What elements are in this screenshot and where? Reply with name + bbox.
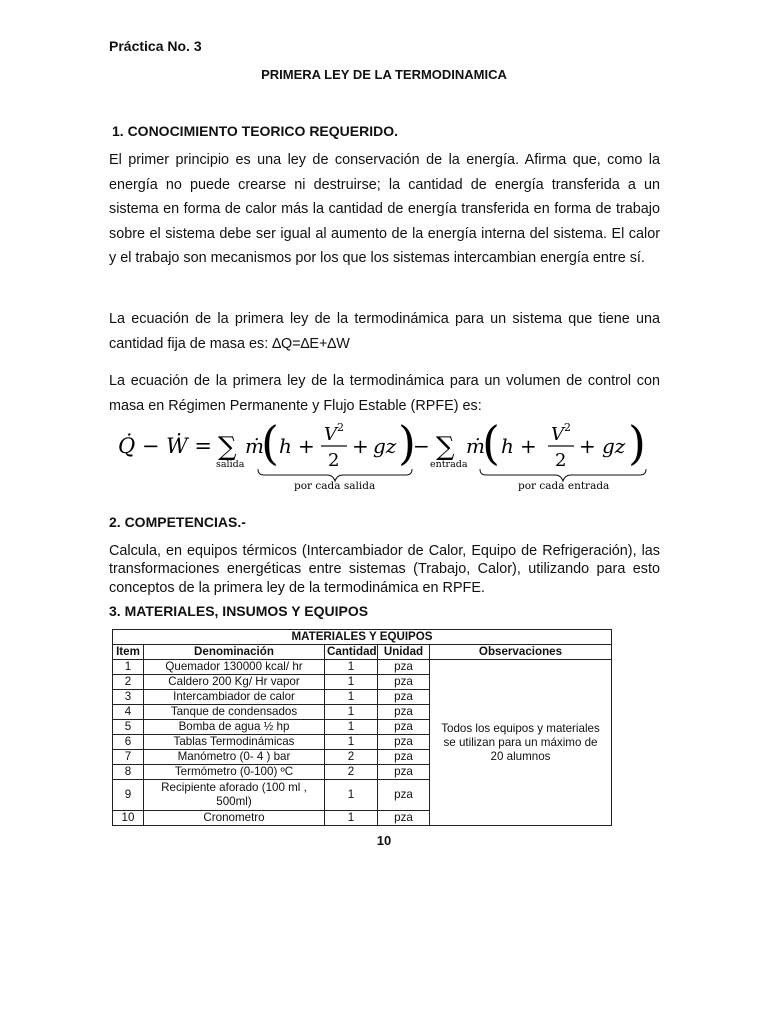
rpfe-equation xyxy=(112,413,652,495)
cell-item: 3 xyxy=(113,690,144,705)
cell-unit: pza xyxy=(378,811,430,826)
cell-unit: pza xyxy=(378,750,430,765)
cell-item: 4 xyxy=(113,705,144,720)
cell-item: 5 xyxy=(113,720,144,735)
cell-qty: 1 xyxy=(325,780,378,811)
plus-3: + xyxy=(520,434,537,458)
cell-unit: pza xyxy=(378,735,430,750)
cell-unit: pza xyxy=(378,675,430,690)
cell-unit: pza xyxy=(378,765,430,780)
sum-symbol-in: ∑ xyxy=(436,432,455,462)
gz-in: gz xyxy=(602,434,626,458)
sum-subscript-in: entrada xyxy=(430,459,468,470)
h-in: h xyxy=(501,434,514,458)
sum-subscript-out: salida xyxy=(216,459,245,470)
cell-name: Recipiente aforado (100 ml , 500ml) xyxy=(144,780,325,811)
document-title: PRIMERA LEY DE LA TERMODINAMICA xyxy=(261,67,507,82)
plus-4: + xyxy=(579,434,596,458)
header-cantidad: Cantidad xyxy=(325,645,378,660)
cell-name: Intercambiador de calor xyxy=(144,690,325,705)
cell-qty: 1 xyxy=(325,690,378,705)
cell-unit: pza xyxy=(378,780,430,811)
cell-item: 1 xyxy=(113,660,144,675)
cell-qty: 2 xyxy=(325,750,378,765)
cell-name: Cronometro xyxy=(144,811,325,826)
header-unidad: Unidad xyxy=(378,645,430,660)
table-header-row xyxy=(113,645,612,660)
paren-open-in: ( xyxy=(482,416,500,470)
section-1-paragraph-1: El primer principio es una ley de conservación de la energía. Afirma que, como la energía no puede crearse ni destruirse; la cantidad de energía transferida a un sistema en forma de calor más la cantidad de energía transferida en forma de trabajo sobre el sistema debe ser igual al aumento de la energía interna del sistema. El calor y el trabajo son mecanismos por los que los sistemas intercambian energía entre sí. xyxy=(109,152,660,267)
materials-table xyxy=(112,629,612,826)
brace-label-out: por cada salida xyxy=(294,480,376,492)
section-1-heading: 1. CONOCIMIENTO TEORICO REQUERIDO. xyxy=(112,123,398,139)
cell-name: Caldero 200 Kg/ Hr vapor xyxy=(144,675,325,690)
v-exp-in: 2 xyxy=(564,421,571,434)
section-1-paragraph-3: La ecuación de la primera ley de la termodinámica para un volumen de control con masa en Régimen Permanente y Flujo Estable (RPFE) es: xyxy=(109,373,660,414)
equation-lhs: Q̇ − Ẇ = xyxy=(118,434,213,458)
cell-qty: 1 xyxy=(325,660,378,675)
section-2-heading: 2. COMPETENCIAS.- xyxy=(109,514,246,530)
section-1-paragraph-2: La ecuación de la primera ley de la termodinámica para un sistema que tiene una cantidad fija de masa es: ∆Q=∆E+∆W xyxy=(109,311,660,352)
gz-out: gz xyxy=(373,434,397,458)
cell-qty: 1 xyxy=(325,735,378,750)
header-item: Item xyxy=(113,645,144,660)
mdot-out: ṁ xyxy=(245,434,264,458)
den-out: 2 xyxy=(328,450,340,471)
cell-item: 8 xyxy=(113,765,144,780)
header-observaciones: Observaciones xyxy=(430,645,612,660)
cell-qty: 1 xyxy=(325,675,378,690)
v-in: V xyxy=(551,424,564,445)
header-denominacion: Denominación xyxy=(144,645,325,660)
table-caption: MATERIALES Y EQUIPOS xyxy=(113,630,612,645)
cell-qty: 2 xyxy=(325,765,378,780)
cell-item: 6 xyxy=(113,735,144,750)
page-number: 10 xyxy=(376,833,392,848)
practice-label: Práctica No. 3 xyxy=(109,38,202,54)
plus-1: + xyxy=(298,434,315,458)
cell-name: Quemador 130000 kcal/ hr xyxy=(144,660,325,675)
cell-unit: pza xyxy=(378,720,430,735)
mdot-in: ṁ xyxy=(466,434,485,458)
paren-close-in: ) xyxy=(628,416,646,470)
table-row xyxy=(113,660,612,675)
cell-qty: 1 xyxy=(325,705,378,720)
cell-qty: 1 xyxy=(325,720,378,735)
cell-name: Tanque de condensados xyxy=(144,705,325,720)
cell-unit: pza xyxy=(378,705,430,720)
den-in: 2 xyxy=(555,450,567,471)
paren-close-out: ) xyxy=(398,416,416,470)
cell-name: Tablas Termodinámicas xyxy=(144,735,325,750)
section-2-paragraph: Calcula, en equipos térmicos (Intercambiador de Calor, Equipo de Refrigeración), las transformaciones energéticas entre sistemas (Trabajo, Calor), utilizando para esto conceptos de la primera ley de la termodinámica en RPFE. xyxy=(109,543,660,596)
cell-item: 9 xyxy=(113,780,144,811)
cell-observation: Todos los equipos y materiales se utilizan para un máximo de 20 alumnos xyxy=(430,660,612,826)
v-exp-out: 2 xyxy=(337,421,344,434)
cell-unit: pza xyxy=(378,690,430,705)
cell-name: Termómetro (0-100) ºC xyxy=(144,765,325,780)
plus-2: + xyxy=(352,434,369,458)
sum-symbol-out: ∑ xyxy=(218,432,237,462)
h-out: h xyxy=(279,434,292,458)
v-out: V xyxy=(324,424,337,445)
cell-qty: 1 xyxy=(325,811,378,826)
cell-name: Bomba de agua ½ hp xyxy=(144,720,325,735)
section-3-heading: 3. MATERIALES, INSUMOS Y EQUIPOS xyxy=(109,603,369,619)
cell-item: 10 xyxy=(113,811,144,826)
cell-item: 2 xyxy=(113,675,144,690)
minus-sign: − xyxy=(413,434,430,458)
cell-item: 7 xyxy=(113,750,144,765)
cell-unit: pza xyxy=(378,660,430,675)
brace-label-in: por cada entrada xyxy=(518,480,610,492)
cell-name: Manómetro (0- 4 ) bar xyxy=(144,750,325,765)
paren-open-out: ( xyxy=(261,416,279,470)
